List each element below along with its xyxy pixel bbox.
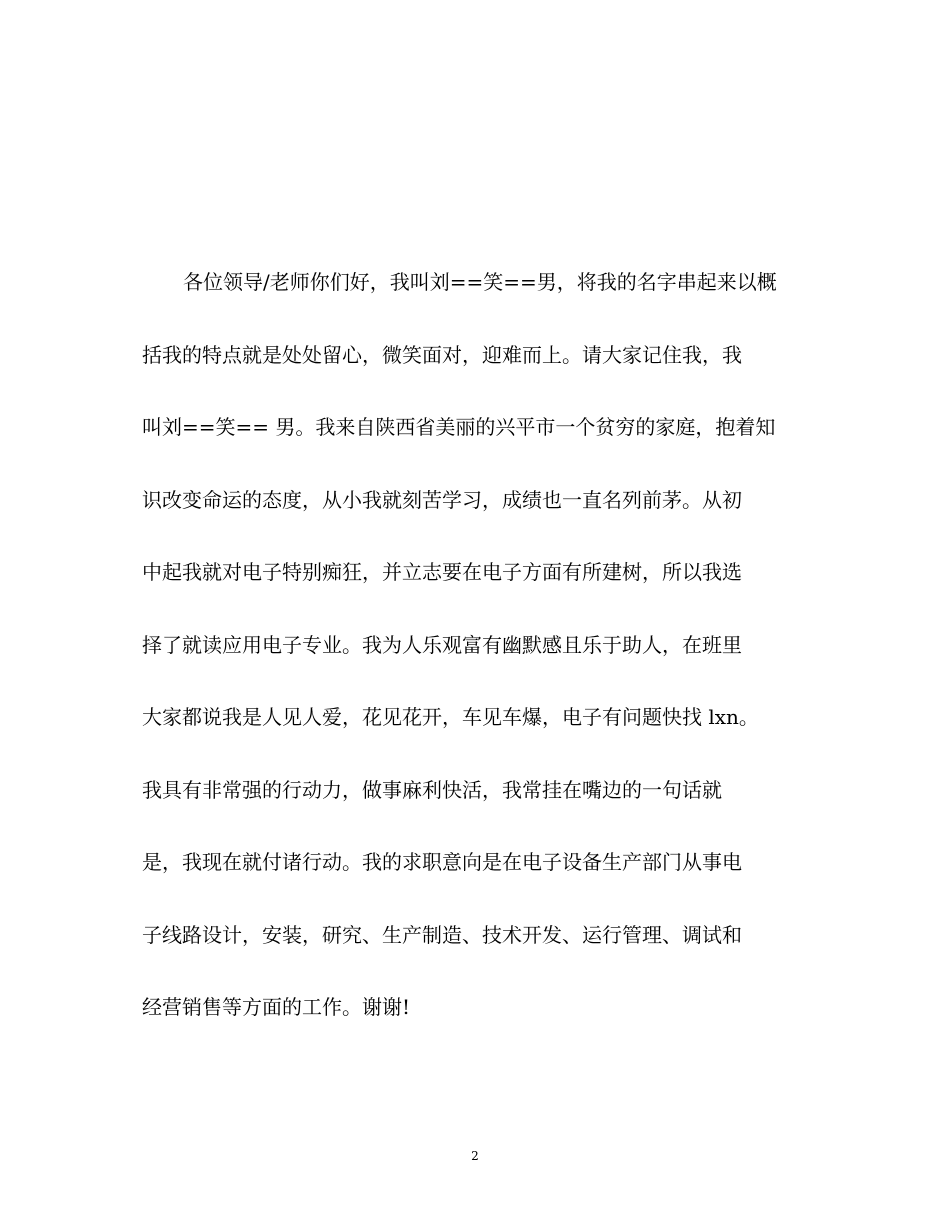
- text-line-3: 叫刘==笑== 男。我来自陕西省美丽的兴平市一个贫穷的家庭，抱着知: [142, 415, 776, 439]
- text-line-7: 大家都说我是人见人爱，花见花开，车见车爆，电子有问题快找 lxn。: [142, 705, 759, 729]
- text-line-11: 经营销售等方面的工作。谢谢!: [142, 995, 411, 1019]
- text-line-5: 中起我就对电子特别痴狂，并立志要在电子方面有所建树，所以我选: [142, 560, 742, 584]
- page-number: 2: [471, 1149, 479, 1163]
- text-line-9: 是，我现在就付诸行动。我的求职意向是在电子设备生产部门从事电: [142, 850, 742, 874]
- text-line-10: 子线路设计，安装，研究、生产制造、技术开发、运行管理、调试和: [142, 922, 742, 947]
- text-line-2: 括我的特点就是处处留心，微笑面对，迎难而上。请大家记住我，我: [142, 342, 742, 367]
- text-line-1: 各位领导/老师你们好，我叫刘==笑==男，将我的名字串起来以概: [183, 270, 777, 294]
- body-paragraph: [142, 271, 822, 1069]
- text-line-8: 我具有非常强的行动力，做事麻利快活，我常挂在嘴边的一句话就: [142, 777, 722, 802]
- text-line-6: 择了就读应用电子专业。我为人乐观富有幽默感且乐于助人，在班里: [142, 632, 742, 657]
- text-line-4: 识改变命运的态度，从小我就刻苦学习，成绩也一直名列前茅。从初: [142, 487, 742, 512]
